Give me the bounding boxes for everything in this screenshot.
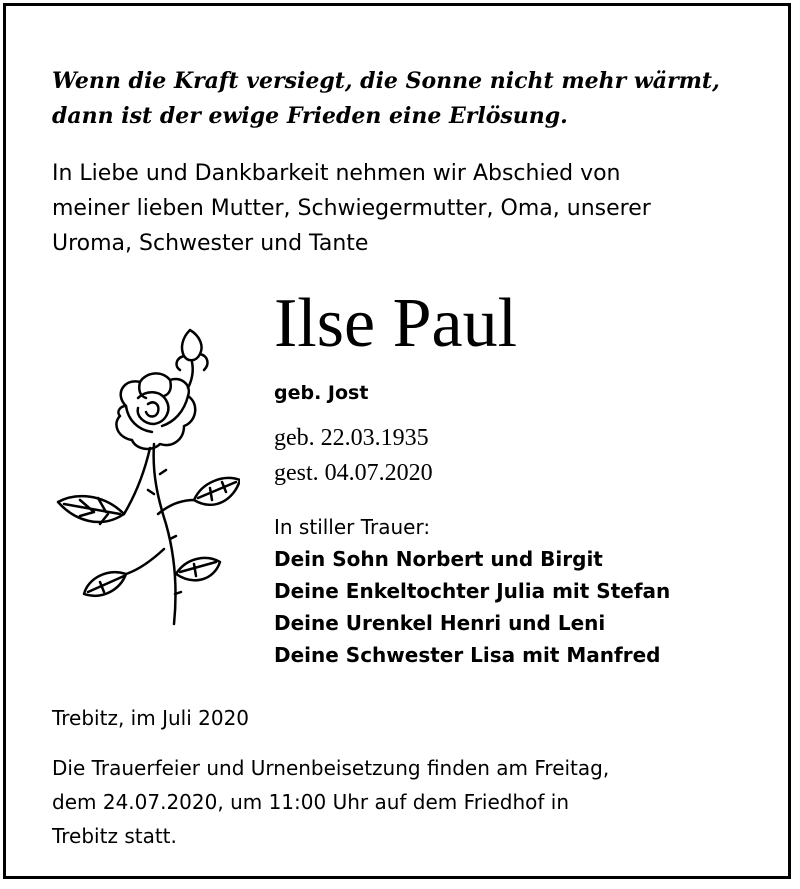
maiden-name: geb. Jost	[274, 382, 369, 404]
place-date: Trebitz, im Juli 2020	[52, 706, 250, 730]
funeral-line: dem 24.07.2020, um 11:00 Uhr auf dem Friedhof in	[52, 790, 570, 814]
intro-text	[52, 156, 651, 261]
intro-line: Uroma, Schwester und Tante	[52, 231, 369, 256]
intro-line: meiner lieben Mutter, Schwiegermutter, Oma, unserer	[52, 196, 651, 221]
death-date: gest. 04.07.2020	[274, 460, 433, 486]
funeral-line: Die Trauerfeier und Urnenbeisetzung finden am Freitag,	[52, 756, 610, 780]
deceased-name: Ilse Paul	[274, 285, 518, 362]
intro-line: In Liebe und Dankbarkeit nehmen wir Abschied von	[52, 161, 621, 186]
life-dates	[274, 421, 433, 491]
quote-line: dann ist der ewige Frieden eine Erlösung.	[52, 103, 568, 129]
obituary-frame	[3, 3, 791, 879]
quote-line: Wenn die Kraft versiegt, die Sonne nicht mehr wärmt,	[52, 68, 720, 94]
funeral-line: Trebitz statt.	[52, 824, 177, 848]
mourner-entry: Dein Sohn Norbert und Birgit	[274, 547, 603, 571]
mourner-entry: Deine Enkeltochter Julia mit Stefan	[274, 579, 671, 603]
birth-date: geb. 22.03.1935	[274, 425, 429, 451]
mourner-entry: Deine Urenkel Henri und Leni	[274, 611, 606, 635]
mourner-entry: Deine Schwester Lisa mit Manfred	[274, 643, 661, 667]
mourners-list	[274, 543, 670, 671]
quote	[52, 64, 720, 134]
rose-icon	[54, 324, 240, 630]
funeral-notice	[52, 751, 609, 853]
mourners-label: In stiller Trauer:	[274, 515, 431, 539]
